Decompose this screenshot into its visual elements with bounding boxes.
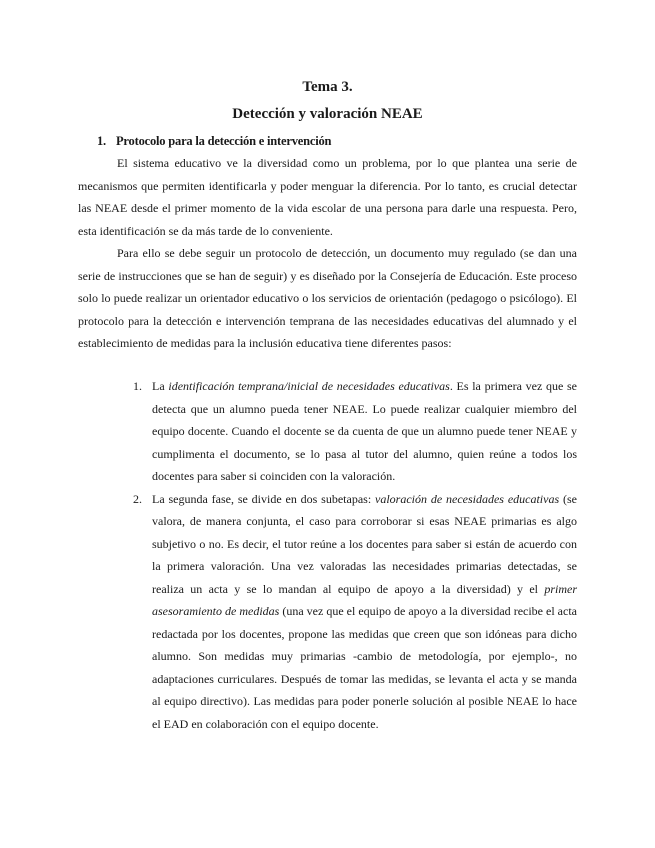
document-title: Tema 3. xyxy=(302,79,353,95)
document-subtitle: Detección y valoración NEAE xyxy=(232,106,423,122)
section-heading-text: Protocolo para la detección e intervención xyxy=(116,134,332,148)
step-1-text: . Es la primera vez que se detecta que un alumno pueda tener NEAE. Lo puede realizar cualquier miembro del equipo docente. Cuando el docente se da cuenta de que un alumno puede tener NEAE y cumplimenta el documento, se lo pasa al tutor del alumno, quien reúne a todos los docentes para saber si coinciden con la valoración. xyxy=(152,379,578,483)
steps-list xyxy=(133,375,578,735)
step-2-emphasis-2: primer asesoramiento de medidas xyxy=(152,581,577,618)
step-1-intro: La xyxy=(152,379,169,393)
section-number: 1. xyxy=(97,134,106,148)
list-item-marker: 1. xyxy=(133,379,142,393)
step-2-text: (se valora, de manera conjunta, el caso para corroborar si esas NEAE primarias es algo subjetivo o no. Es decir, el tutor reúne a los docentes para saber si están de acuerdo con la primera valoración. Una vez valoradas las necesidades primarias detectadas, se realiza un acta y se lo mandan al equipo de apoyo a la diversidad) y el xyxy=(152,491,577,596)
list-item xyxy=(133,488,577,736)
step-2-emphasis: valoración de necesidades educativas xyxy=(375,491,560,506)
step-1-emphasis: identificación temprana/inicial de necesidades educativas xyxy=(168,379,450,393)
step-2-text-2: (una vez que el equipo de apoyo a la diversidad recibe el acta redactada por los docentes, propone las medidas que creen que son idóneas para dicho alumno. Son medidas muy primarias -cambio de metodología, por ejemplo-, no adaptaciones curriculares. Después de tomar las medidas, se levanta el acta y se manda al equipo directivo). Las medidas para poder ponerle solución al posible NEAE lo hace el EAD en colaboración con el equipo docente. xyxy=(152,604,577,731)
paragraph-2: Para ello se debe seguir un protocolo de detección, un documento muy regulado (se dan una serie de instrucciones que se han de seguir) y es diseñado por la Consejería de Educación. Este proceso solo lo puede realizar un orientador educativo o los servicios de orientación (pedagogo o psicólogo). El protocolo para la detección e intervención temprana de las necesidades educativas del alumnado y el establecimiento de medidas para la inclusión educativa tiene diferentes pasos: xyxy=(78,246,577,350)
step-2-intro: La segunda fase, se divide en dos subetapas: xyxy=(152,491,375,506)
list-item-marker: 2. xyxy=(133,491,142,506)
list-item xyxy=(133,375,578,488)
section-heading xyxy=(97,133,331,149)
paragraph-1: El sistema educativo ve la diversidad como un problema, por lo que plantea una serie de mecanismos que permiten identificarla y poder menguar la diferencia. Por lo tanto, es crucial detectar las NEAE desde el primer momento de la vida escolar de una persona para darle una respuesta. Pero, esta identificación se da más tarde de lo conveniente. xyxy=(78,156,577,238)
